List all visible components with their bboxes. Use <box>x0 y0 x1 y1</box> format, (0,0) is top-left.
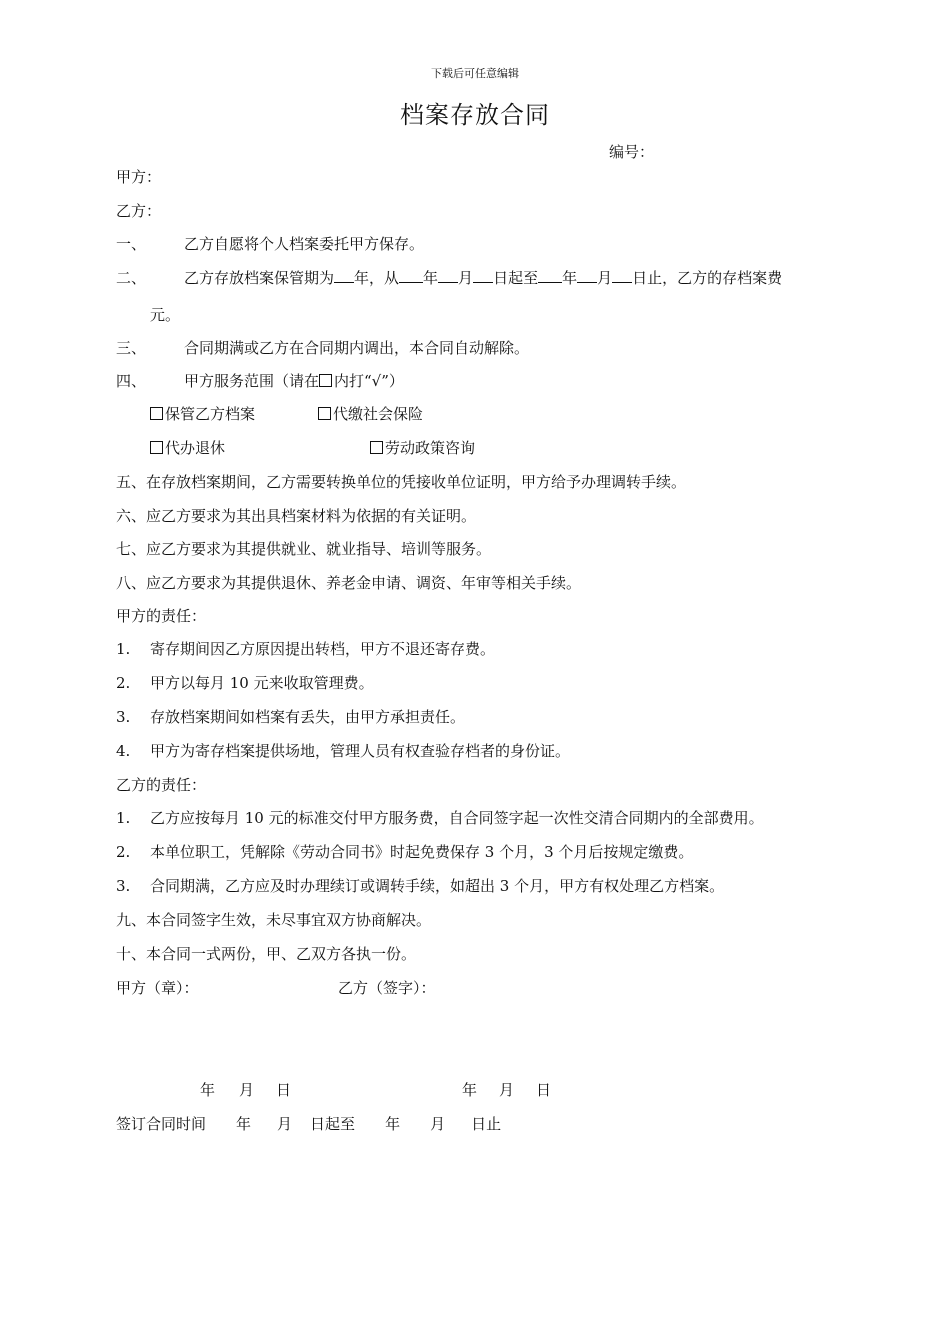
date-day: 日 <box>276 1081 292 1099</box>
blank-end-day[interactable] <box>612 267 632 283</box>
blank-start-day[interactable] <box>473 267 493 283</box>
duty-text: 存放档案期间如档案有丢失，由甲方承担责任。 <box>150 708 466 726</box>
duty-number: 3. <box>116 877 131 895</box>
clause-3 <box>116 338 529 358</box>
clause-number: 二、 <box>116 269 147 287</box>
duty-text: 乙方应按每月 10 元的标准交付甲方服务费，自合同签字起一次性交清合同期内的全部费用。 <box>150 809 764 827</box>
signing-end-day: 日止 <box>471 1115 502 1133</box>
duty-number: 3. <box>116 708 131 726</box>
duty-text: 合同期满，乙方应及时办理续订或调转手续，如超出 3 个月，甲方有权处理乙方档案。 <box>150 877 725 895</box>
clause-7: 七、应乙方要求为其提供就业、就业指导、培训等服务。 <box>116 540 492 558</box>
clause-text: 年 <box>562 269 578 287</box>
checkbox-icon[interactable] <box>318 407 331 420</box>
clause-text: 月 <box>458 269 474 287</box>
option-label: 劳动政策咨询 <box>385 439 476 457</box>
checkbox-icon <box>319 374 332 387</box>
document-title: 档案存放合同 <box>400 101 550 129</box>
party-a-duty-4 <box>116 741 570 761</box>
clause-text: 乙方存放档案保管期为 <box>184 269 335 287</box>
clause-text: 日止，乙方的存档案费 <box>632 269 783 287</box>
duty-text: 本单位职工，凭解除《劳动合同书》时起免费保存 3 个月，3 个月后按规定缴费。 <box>150 843 694 861</box>
duty-text: 甲方以每月 10 元来收取管理费。 <box>150 674 374 692</box>
party-b-duties-title: 乙方的责任： <box>116 776 207 794</box>
checkbox-icon[interactable] <box>370 441 383 454</box>
clause-2-continuation: 元。 <box>150 306 181 324</box>
party-a-date <box>200 1080 291 1100</box>
clause-text: 甲方服务范围（请在 <box>184 372 320 390</box>
duty-number: 1. <box>116 640 131 658</box>
party-a-duty-1 <box>116 639 495 659</box>
duty-text: 寄存期间因乙方原因提出转档，甲方不退还寄存费。 <box>150 640 496 658</box>
clause-4 <box>116 371 404 391</box>
option-label: 代办退休 <box>165 439 226 457</box>
party-a-label: 甲方： <box>116 168 162 186</box>
party-b-label: 乙方： <box>116 202 162 220</box>
option-keep-archive[interactable] <box>150 404 255 424</box>
clause-text: 年，从 <box>354 269 400 287</box>
clause-text: 日起至 <box>493 269 539 287</box>
blank-start-year[interactable] <box>399 267 423 283</box>
option-retirement[interactable] <box>150 438 225 458</box>
duty-number: 1. <box>116 809 131 827</box>
party-b-signature-label: 乙方（签字）： <box>338 979 436 997</box>
blank-years[interactable] <box>334 267 354 283</box>
clause-number: 四、 <box>116 372 147 390</box>
signing-start-month: 月 <box>277 1115 293 1133</box>
signing-time <box>116 1114 501 1134</box>
clause-number: 一、 <box>116 235 147 253</box>
contract-number-label: 编号： <box>609 143 655 161</box>
party-b-date <box>462 1080 551 1100</box>
option-label: 代缴社会保险 <box>333 405 424 423</box>
signing-start-year: 年 <box>236 1115 252 1133</box>
checkbox-icon[interactable] <box>150 441 163 454</box>
party-a-seal-label: 甲方（章）： <box>116 979 199 997</box>
duty-number: 4. <box>116 742 131 760</box>
clause-text: 月 <box>597 269 613 287</box>
clause-text: 内打“√”） <box>334 372 404 390</box>
party-a-duty-2 <box>116 673 374 693</box>
checkbox-icon[interactable] <box>150 407 163 420</box>
option-social-insurance[interactable] <box>318 404 423 424</box>
signing-end-year: 年 <box>385 1115 401 1133</box>
clause-text: 合同期满或乙方在合同期内调出，本合同自动解除。 <box>184 339 530 357</box>
date-month: 月 <box>239 1081 255 1099</box>
clause-6: 六、应乙方要求为其出具档案材料为依据的有关证明。 <box>116 507 477 525</box>
signing-time-label: 签订合同时间 <box>116 1115 207 1133</box>
blank-end-year[interactable] <box>538 267 562 283</box>
date-day: 日 <box>536 1081 552 1099</box>
date-year: 年 <box>200 1081 216 1099</box>
header-note: 下载后可任意编辑 <box>431 67 519 80</box>
signing-start-day: 日起至 <box>310 1115 356 1133</box>
party-a-duty-3 <box>116 707 465 727</box>
clause-2 <box>116 267 782 288</box>
signing-end-month: 月 <box>430 1115 446 1133</box>
duty-number: 2. <box>116 674 131 692</box>
party-b-duty-3 <box>116 876 724 896</box>
party-a-duties-title: 甲方的责任： <box>116 607 207 625</box>
clause-text: 乙方自愿将个人档案委托甲方保存。 <box>184 235 425 253</box>
option-labor-policy[interactable] <box>370 438 475 458</box>
date-year: 年 <box>462 1081 478 1099</box>
clause-text: 年 <box>423 269 439 287</box>
blank-start-month[interactable] <box>438 267 458 283</box>
clause-8: 八、应乙方要求为其提供退休、养老金申请、调资、年审等相关手续。 <box>116 574 582 592</box>
clause-5: 五、在存放档案期间，乙方需要转换单位的凭接收单位证明，甲方给予办理调转手续。 <box>116 473 687 491</box>
party-b-duty-1 <box>116 808 764 828</box>
clause-1 <box>116 234 424 254</box>
date-month: 月 <box>499 1081 515 1099</box>
clause-10: 十、本合同一式两份，甲、乙双方各执一份。 <box>116 945 417 963</box>
clause-9: 九、本合同签字生效，未尽事宜双方协商解决。 <box>116 911 432 929</box>
duty-text: 甲方为寄存档案提供场地，管理人员有权查验存档者的身份证。 <box>150 742 571 760</box>
clause-number: 三、 <box>116 339 147 357</box>
party-b-duty-2 <box>116 842 693 862</box>
duty-number: 2. <box>116 843 131 861</box>
blank-end-month[interactable] <box>577 267 597 283</box>
option-label: 保管乙方档案 <box>165 405 256 423</box>
